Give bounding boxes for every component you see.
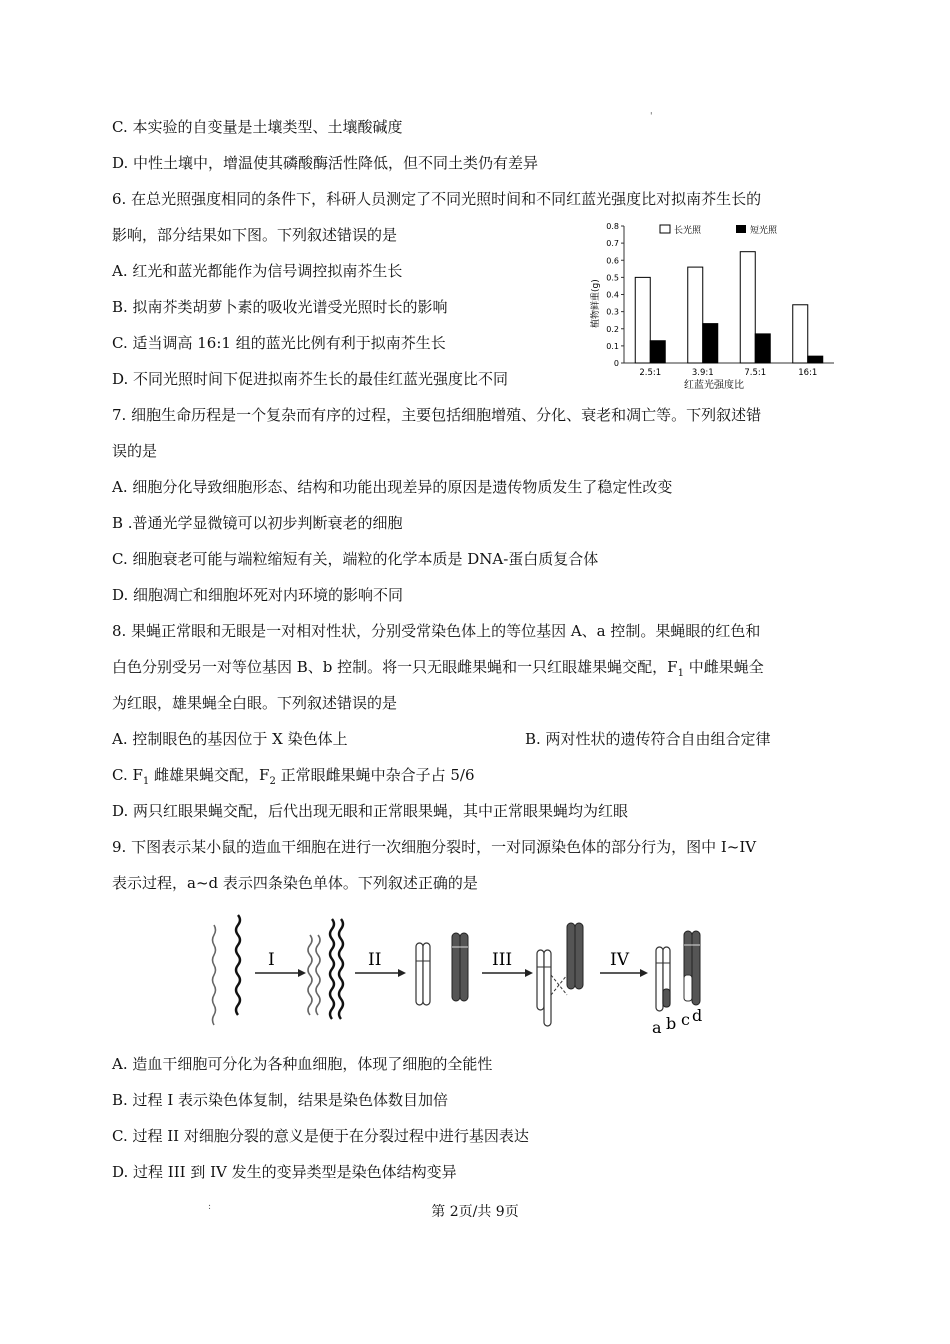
- bar-short-7.5:1: [755, 334, 770, 363]
- step-label-1: I: [268, 950, 275, 970]
- bar-long-16:1: [793, 305, 808, 363]
- option-a-q6: A. 红光和蓝光都能作为信号调控拟南芥生长: [112, 262, 403, 280]
- option-c-q8: C. $F_1$ 雌雄果蝇交配，$F_2$ 正常眼雌果蝇中杂合子占 5/6: [112, 766, 475, 787]
- chromatid-dark: [567, 923, 575, 989]
- chromatid-light: [423, 943, 430, 1005]
- option-a-q9: A. 造血干细胞可分化为各种血细胞，体现了细胞的全能性: [112, 1055, 493, 1073]
- legend-label-short: 短光照: [750, 226, 778, 236]
- option-b-q8: B. 两对性状的遗传符合自由组合定律: [525, 730, 771, 748]
- chromatid-dark: [452, 933, 460, 1001]
- scan-mark: ': [650, 112, 653, 122]
- x-tick-label: 7.5:1: [744, 368, 767, 378]
- bar-chart: [584, 218, 844, 396]
- chromatid-light: [416, 943, 423, 1005]
- chromatid-c-exchanged: [684, 975, 692, 1001]
- chromatid-label-b: b: [666, 1014, 677, 1033]
- x-tick-label: 16:1: [798, 368, 818, 378]
- bar-long-3.9:1: [688, 267, 703, 363]
- x-tick-label: 2.5:1: [639, 368, 662, 378]
- x-axis-title: 红蓝光强度比: [684, 380, 744, 391]
- replicated-strand-light-a: [308, 935, 312, 1015]
- bar-long-2.5:1: [635, 277, 650, 363]
- chromatid-dark: [460, 933, 468, 1001]
- y-tick-label: 0.6: [606, 256, 619, 266]
- option-b-q7: B .普通光学显微镜可以初步判断衰老的细胞: [112, 514, 403, 532]
- step-label-2: II: [368, 950, 382, 970]
- option-a-q7: A. 细胞分化导致细胞形态、结构和功能出现差异的原因是遗传物质发生了稳定性改变: [112, 478, 673, 496]
- page-footer: 第 2页/共 9页: [431, 1204, 519, 1220]
- question-8-stem: 8. 果蝇正常眼和无眼是一对相对性状，分别受常染色体上的等位基因 A、a 控制。果蝇眼的红色和: [112, 622, 761, 640]
- question-8-stem-end: 为红眼，雄果蝇全白眼。下列叙述错误的是: [112, 694, 398, 712]
- y-tick-label: 0.8: [606, 222, 619, 231]
- x-tick-label: 3.9:1: [691, 368, 714, 378]
- option-c-q9: C. 过程 II 对细胞分裂的意义是便于在分裂过程中进行基因表达: [112, 1127, 529, 1145]
- arrowhead-icon: [398, 969, 406, 977]
- arrowhead-icon: [640, 969, 648, 977]
- arrowhead-icon: [525, 969, 533, 977]
- y-tick-label: 0.3: [606, 307, 619, 317]
- chromatid-label-c: c: [681, 1010, 690, 1029]
- question-9-stem-cont: 表示过程，a~d 表示四条染色单体。下列叙述正确的是: [112, 874, 478, 892]
- replicated-strand-dark-a: [330, 919, 334, 1019]
- scan-mark: :: [208, 1202, 212, 1212]
- y-tick-label: 0.7: [606, 239, 619, 249]
- option-a-q8: A. 控制眼色的基因位于 X 染色体上: [112, 730, 348, 748]
- chromatid-dark: [575, 923, 583, 989]
- y-tick-label: 0.5: [606, 273, 619, 283]
- bar-short-3.9:1: [703, 324, 718, 363]
- chromatid-a: [656, 947, 663, 1011]
- chromatid-b-exchanged: [663, 989, 670, 1007]
- question-8-stem-cont: 白色分别受另一对等位基因 B、b 控制。将一只无眼雌果蝇和一只红眼雄果蝇交配，$F_1$ 中雌果蝇全: [112, 658, 764, 679]
- step-label-3: III: [492, 950, 513, 970]
- option-b-q6: B. 拟南芥类胡萝卜素的吸收光谱受光照时长的影响: [112, 298, 448, 316]
- arrowhead-icon: [298, 969, 306, 977]
- bar-short-2.5:1: [650, 341, 665, 363]
- chromatin-strand-dark: [236, 915, 240, 1015]
- option-d-q7: D. 细胞凋亡和细胞坏死对内环境的影响不同: [112, 586, 404, 604]
- chromatin-strand-light: [213, 925, 216, 1025]
- question-7-stem: 7. 细胞生命历程是一个复杂而有序的过程，主要包括细胞增殖、分化、衰老和凋亡等。下列叙述错: [112, 406, 762, 424]
- bar-long-7.5:1: [740, 252, 755, 363]
- option-b-q9: B. 过程 I 表示染色体复制，结果是染色体数目加倍: [112, 1091, 449, 1109]
- option-d-q6: D. 不同光照时间下促进拟南芥生长的最佳红蓝光强度比不同: [112, 370, 509, 388]
- option-d-q8: D. 两只红眼果蝇交配，后代出现无眼和正常眼果蝇，其中正常眼果蝇均为红眼: [112, 802, 629, 820]
- question-6-stem: 6. 在总光照强度相同的条件下，科研人员测定了不同光照时间和不同红蓝光强度比对拟南芥生长的: [112, 190, 762, 208]
- legend-swatch-short: [736, 225, 746, 233]
- chromatid-label-d: d: [692, 1006, 703, 1025]
- bar-short-16:1: [808, 356, 823, 363]
- question-7-stem-cont: 误的是: [112, 442, 158, 460]
- option-c-q7: C. 细胞衰老可能与端粒缩短有关，端粒的化学本质是 DNA-蛋白质复合体: [112, 550, 599, 568]
- option-c-q5: C. 本实验的自变量是土壤类型、土壤酸碱度: [112, 118, 403, 136]
- legend-swatch-long: [660, 225, 670, 233]
- option-d-q9: D. 过程 III 到 IV 发生的变异类型是染色体结构变异: [112, 1163, 457, 1181]
- legend-label-long: 长光照: [674, 226, 702, 236]
- chromatid-label-a: a: [652, 1018, 662, 1037]
- chromosome-diagram: [200, 905, 720, 1040]
- question-9-stem: 9. 下图表示某小鼠的造血干细胞在进行一次细胞分裂时，一对同源染色体的部分行为，图中 I~IV: [112, 838, 757, 856]
- option-d-q5: D. 中性土壤中，增温使其磷酸酶活性降低，但不同土类仍有差异: [112, 154, 539, 172]
- y-tick-label: 0.4: [606, 290, 619, 300]
- chromatid-d: [692, 931, 700, 1005]
- replicated-strand-dark-b: [339, 919, 343, 1019]
- chromatid-light: [537, 950, 544, 1010]
- option-c-q6: C. 适当调高 16:1 组的蓝光比例有利于拟南芥生长: [112, 334, 446, 352]
- chromatid-light: [544, 950, 551, 1026]
- step-label-4: IV: [610, 950, 629, 970]
- y-tick-label: 0.2: [606, 324, 619, 334]
- replicated-strand-light-b: [316, 935, 320, 1015]
- y-tick-label: 0: [613, 359, 619, 368]
- y-tick-label: 0.1: [606, 341, 619, 351]
- y-axis-title: 植物鲜重(g): [591, 279, 601, 328]
- question-6-stem-cont: 影响，部分结果如下图。下列叙述错误的是: [112, 226, 398, 244]
